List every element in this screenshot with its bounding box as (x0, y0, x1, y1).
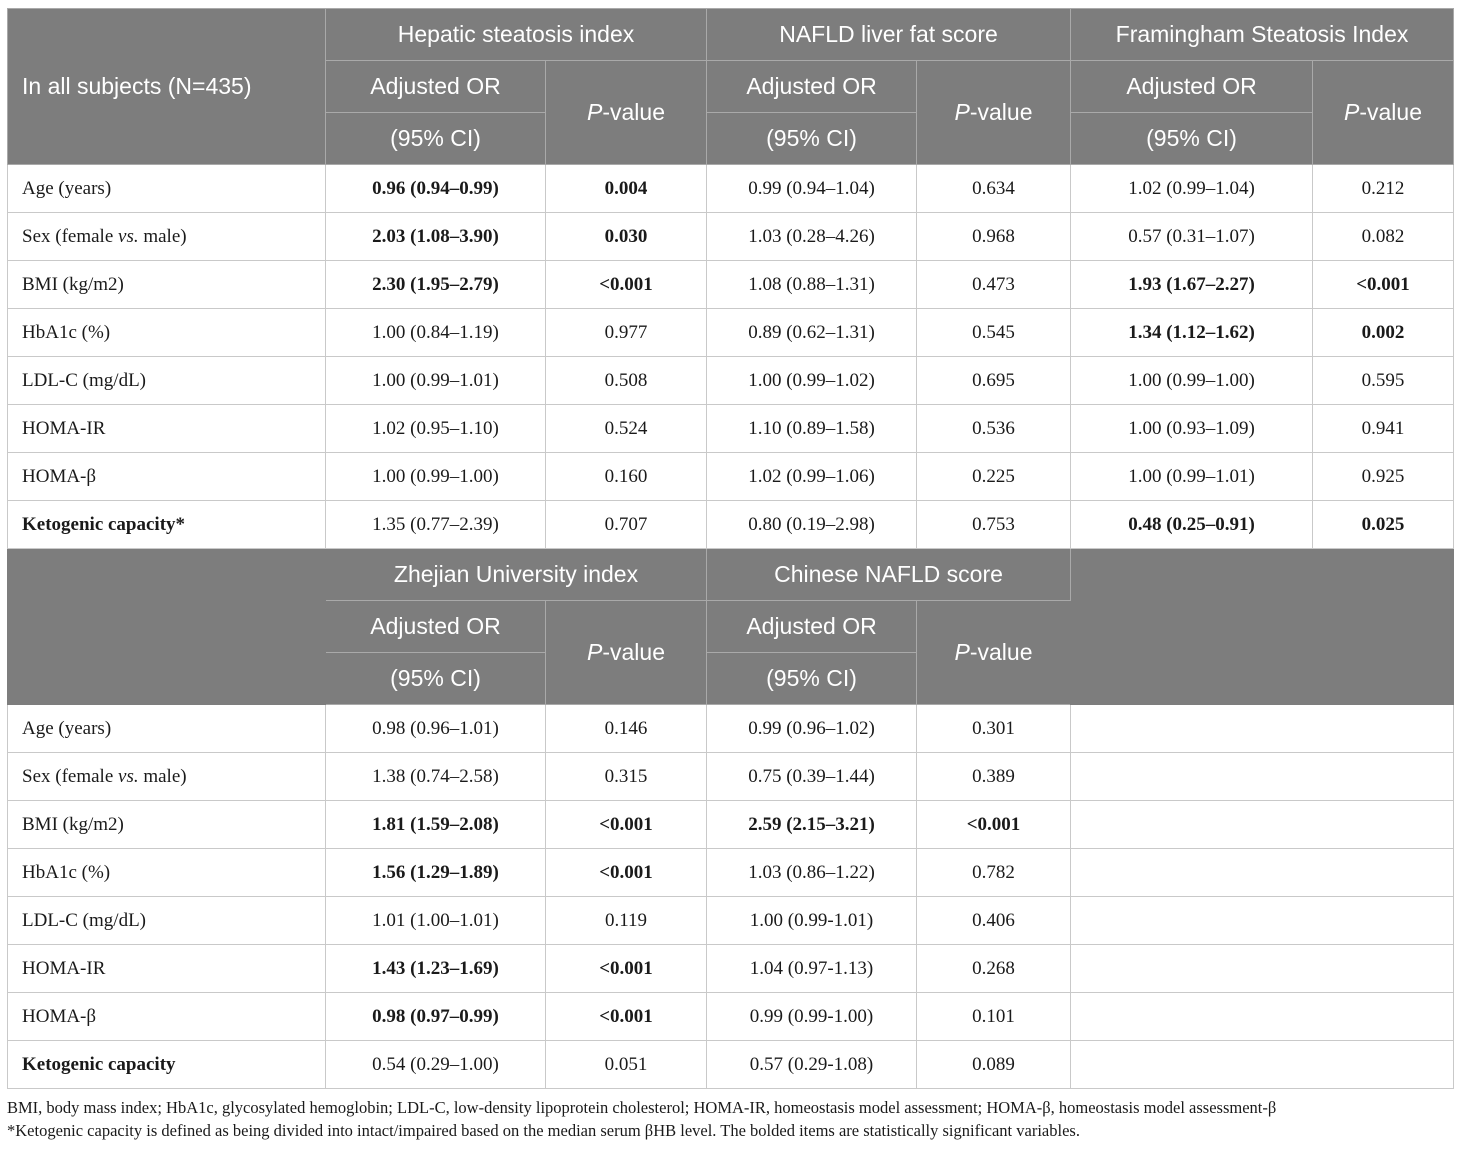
row-label: LDL-C (mg/dL) (8, 357, 326, 405)
header-zhejian-university-index: Zhejian University index (326, 549, 707, 601)
or-cell: 1.04 (0.97-1.13) (707, 945, 917, 993)
or-cell: 1.00 (0.99–1.01) (326, 357, 546, 405)
p-value-cell: 0.030 (546, 213, 707, 261)
p-value-cell: 0.406 (917, 897, 1071, 945)
table2-header (8, 549, 1454, 705)
header-adjusted-or: Adjusted OR (326, 61, 546, 113)
row-label: BMI (kg/m2) (8, 261, 326, 309)
header-95-ci: (95% CI) (707, 113, 917, 165)
or-cell: 0.99 (0.96–1.02) (707, 705, 917, 753)
or-cell: 0.54 (0.29–1.00) (326, 1041, 546, 1089)
or-cell: 1.10 (0.89–1.58) (707, 405, 917, 453)
or-cell: 0.98 (0.97–0.99) (326, 993, 546, 1041)
table-row (8, 261, 1454, 309)
or-cell: 1.00 (0.99–1.02) (707, 357, 917, 405)
table-row (8, 501, 1454, 549)
empty-cell (1071, 897, 1454, 945)
odds-ratio-table (7, 8, 1454, 1089)
row-label: BMI (kg/m2) (8, 801, 326, 849)
or-cell: 0.80 (0.19–2.98) (707, 501, 917, 549)
table-row (8, 801, 1454, 849)
p-value-cell: <0.001 (546, 261, 707, 309)
or-cell: 1.03 (0.86–1.22) (707, 849, 917, 897)
p-value-cell: 0.536 (917, 405, 1071, 453)
p-value-cell: 0.473 (917, 261, 1071, 309)
header-nafld-liver-fat-score: NAFLD liver fat score (707, 9, 1071, 61)
empty-cell (1071, 753, 1454, 801)
header-p-value: P-value (546, 601, 707, 705)
table-row (8, 453, 1454, 501)
empty-cell (1071, 1041, 1454, 1089)
row-label: HOMA-β (8, 993, 326, 1041)
or-cell: 0.99 (0.99-1.00) (707, 993, 917, 1041)
p-value-cell: 0.089 (917, 1041, 1071, 1089)
p-value-cell: 0.004 (546, 165, 707, 213)
p-value-cell: <0.001 (1313, 261, 1454, 309)
p-value-cell: 0.315 (546, 753, 707, 801)
or-cell: 2.59 (2.15–3.21) (707, 801, 917, 849)
p-value-cell: 0.782 (917, 849, 1071, 897)
empty-cell (1071, 705, 1454, 753)
p-value-cell: <0.001 (546, 801, 707, 849)
header-p-value: P-value (546, 61, 707, 165)
p-value-cell: 0.941 (1313, 405, 1454, 453)
or-cell: 1.00 (0.99–1.00) (326, 453, 546, 501)
row-label: Ketogenic capacity* (8, 501, 326, 549)
or-cell: 0.57 (0.31–1.07) (1071, 213, 1313, 261)
row-label: Age (years) (8, 165, 326, 213)
row-label: HOMA-β (8, 453, 326, 501)
p-value-cell: 0.968 (917, 213, 1071, 261)
p-value-cell: 0.545 (917, 309, 1071, 357)
or-cell: 1.93 (1.67–2.27) (1071, 261, 1313, 309)
table-row (8, 897, 1454, 945)
table-row (8, 309, 1454, 357)
table-row (8, 1041, 1454, 1089)
p-value-cell: 0.634 (917, 165, 1071, 213)
empty-cell (1071, 849, 1454, 897)
p-value-cell: 0.977 (546, 309, 707, 357)
p-value-cell: 0.025 (1313, 501, 1454, 549)
row-label: HOMA-IR (8, 945, 326, 993)
or-cell: 2.03 (1.08–3.90) (326, 213, 546, 261)
or-cell: 1.00 (0.99–1.00) (1071, 357, 1313, 405)
or-cell: 0.89 (0.62–1.31) (707, 309, 917, 357)
header-p-value: P-value (917, 601, 1071, 705)
header-all-subjects: In all subjects (N=435) (8, 9, 326, 165)
header-chinese-nafld-score: Chinese NAFLD score (707, 549, 1071, 601)
p-value-cell: <0.001 (546, 945, 707, 993)
or-cell: 1.38 (0.74–2.58) (326, 753, 546, 801)
header-blank (1071, 549, 1454, 705)
or-cell: 0.75 (0.39–1.44) (707, 753, 917, 801)
table-row (8, 213, 1454, 261)
header-p-value: P-value (1313, 61, 1454, 165)
empty-cell (1071, 993, 1454, 1041)
header-adjusted-or: Adjusted OR (1071, 61, 1313, 113)
or-cell: 0.57 (0.29-1.08) (707, 1041, 917, 1089)
header-hepatic-steatosis-index: Hepatic steatosis index (326, 9, 707, 61)
header-95-ci: (95% CI) (707, 653, 917, 705)
table-row (8, 753, 1454, 801)
row-label: Ketogenic capacity (8, 1041, 326, 1089)
empty-cell (1071, 801, 1454, 849)
footnotes (7, 1096, 1457, 1142)
or-cell: 1.34 (1.12–1.62) (1071, 309, 1313, 357)
or-cell: 1.56 (1.29–1.89) (326, 849, 546, 897)
p-value-cell: 0.301 (917, 705, 1071, 753)
row-label: Sex (female vs. male) (8, 213, 326, 261)
p-value-cell: 0.101 (917, 993, 1071, 1041)
p-value-cell: 0.268 (917, 945, 1071, 993)
p-value-cell: 0.051 (546, 1041, 707, 1089)
p-value-cell: 0.225 (917, 453, 1071, 501)
or-cell: 1.08 (0.88–1.31) (707, 261, 917, 309)
table2-body (8, 705, 1454, 1089)
footnote-abbreviations: BMI, body mass index; HbA1c, glycosylated hemoglobin; LDL-C, low-density lipoprotein cholesterol; HOMA-IR, homeostasis model assessment; HOMA-β, homeostasis model assessment-β (7, 1098, 1277, 1117)
row-label: LDL-C (mg/dL) (8, 897, 326, 945)
or-cell: 1.02 (0.99–1.04) (1071, 165, 1313, 213)
p-value-cell: 0.002 (1313, 309, 1454, 357)
p-value-cell: 0.146 (546, 705, 707, 753)
p-value-cell: 0.082 (1313, 213, 1454, 261)
p-value-cell: 0.160 (546, 453, 707, 501)
footnote-ketogenic: *Ketogenic capacity is defined as being divided into intact/impaired based on the median serum βHB level. The bolded items are statistically significant variables. (7, 1121, 1080, 1140)
or-cell: 0.99 (0.94–1.04) (707, 165, 917, 213)
table-row (8, 405, 1454, 453)
row-label: Age (years) (8, 705, 326, 753)
or-cell: 1.03 (0.28–4.26) (707, 213, 917, 261)
table-row (8, 945, 1454, 993)
or-cell: 1.02 (0.99–1.06) (707, 453, 917, 501)
or-cell: 1.81 (1.59–2.08) (326, 801, 546, 849)
header-blank (8, 549, 326, 705)
row-label: HOMA-IR (8, 405, 326, 453)
or-cell: 1.02 (0.95–1.10) (326, 405, 546, 453)
empty-cell (1071, 945, 1454, 993)
p-value-cell: 0.119 (546, 897, 707, 945)
p-value-cell: 0.707 (546, 501, 707, 549)
or-cell: 0.48 (0.25–0.91) (1071, 501, 1313, 549)
or-cell: 2.30 (1.95–2.79) (326, 261, 546, 309)
p-value-cell: 0.925 (1313, 453, 1454, 501)
or-cell: 1.35 (0.77–2.39) (326, 501, 546, 549)
or-cell: 0.96 (0.94–0.99) (326, 165, 546, 213)
table1-body (8, 165, 1454, 549)
or-cell: 1.43 (1.23–1.69) (326, 945, 546, 993)
header-adjusted-or: Adjusted OR (326, 601, 546, 653)
p-value-cell: 0.212 (1313, 165, 1454, 213)
table-row (8, 849, 1454, 897)
header-95-ci: (95% CI) (1071, 113, 1313, 165)
p-value-cell: 0.595 (1313, 357, 1454, 405)
or-cell: 1.00 (0.93–1.09) (1071, 405, 1313, 453)
p-value-cell: 0.695 (917, 357, 1071, 405)
header-p-value: P-value (917, 61, 1071, 165)
or-cell: 0.98 (0.96–1.01) (326, 705, 546, 753)
p-value-cell: 0.753 (917, 501, 1071, 549)
or-cell: 1.00 (0.99-1.01) (707, 897, 917, 945)
p-value-cell: <0.001 (917, 801, 1071, 849)
header-adjusted-or: Adjusted OR (707, 61, 917, 113)
p-value-cell: <0.001 (546, 849, 707, 897)
p-value-cell: 0.524 (546, 405, 707, 453)
table-row (8, 705, 1454, 753)
header-adjusted-or: Adjusted OR (707, 601, 917, 653)
or-cell: 1.01 (1.00–1.01) (326, 897, 546, 945)
header-95-ci: (95% CI) (326, 653, 546, 705)
row-label: HbA1c (%) (8, 849, 326, 897)
header-framingham-steatosis-index: Framingham Steatosis Index (1071, 9, 1454, 61)
row-label: HbA1c (%) (8, 309, 326, 357)
p-value-cell: 0.508 (546, 357, 707, 405)
p-value-cell: <0.001 (546, 993, 707, 1041)
or-cell: 1.00 (0.99–1.01) (1071, 453, 1313, 501)
row-label: Sex (female vs. male) (8, 753, 326, 801)
p-value-cell: 0.389 (917, 753, 1071, 801)
table-row (8, 993, 1454, 1041)
header-95-ci: (95% CI) (326, 113, 546, 165)
table-row (8, 357, 1454, 405)
table-row (8, 165, 1454, 213)
or-cell: 1.00 (0.84–1.19) (326, 309, 546, 357)
